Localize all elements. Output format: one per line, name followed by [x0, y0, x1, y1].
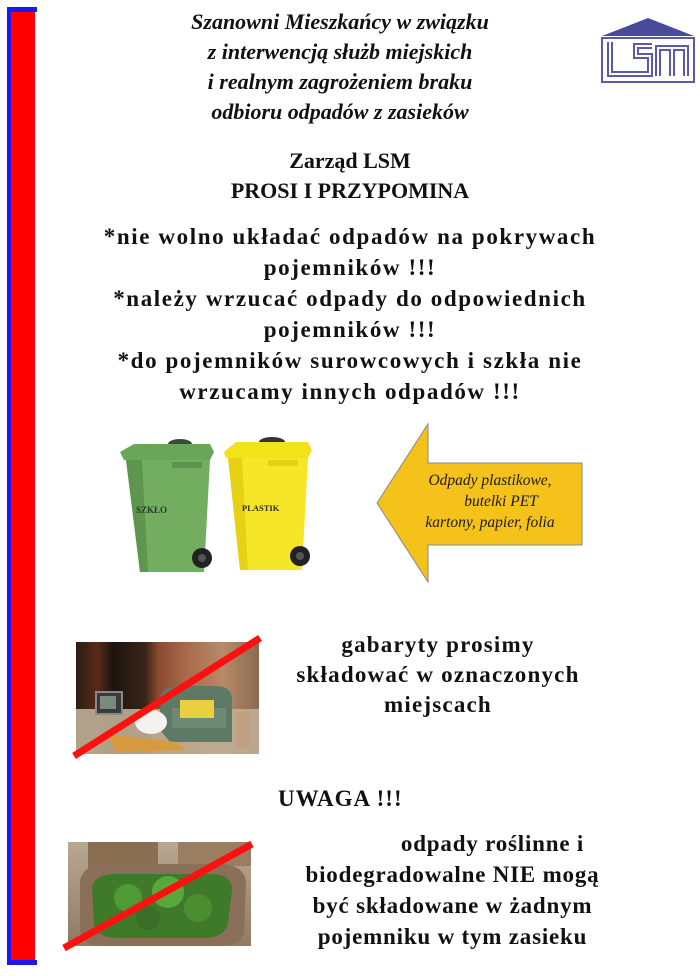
arrow-line: butelki PET: [464, 493, 538, 510]
yellow-bin-icon: [224, 437, 312, 570]
rules-list: [60, 221, 640, 407]
header-line: i realnym zagrożeniem braku: [207, 69, 473, 94]
rule-line: *należy wrzucać odpady do odpowiednich: [113, 286, 587, 311]
bio-line: biodegradowalne NIE mogą: [305, 862, 600, 887]
bulky-waste-text: [258, 630, 618, 720]
svg-text:SZKŁO: SZKŁO: [136, 505, 168, 515]
arrow-line: Odpady plastikowe,: [428, 472, 552, 489]
sidebar-cap-bottom: [7, 960, 37, 965]
sidebar-cap-top: [7, 7, 37, 12]
warning-label: UWAGA !!!: [278, 786, 403, 811]
strike-line-icon: [60, 628, 275, 768]
arrow-line: kartony, papier, folia: [425, 514, 555, 531]
bio-line: być składowane w żadnym: [312, 893, 593, 918]
waste-bins-image: [112, 432, 322, 582]
bulky-line: składować w oznaczonych: [296, 662, 580, 687]
title-line-2: PROSI I PRZYPOMINA: [230, 178, 470, 203]
bio-line: pojemniku w tym zasieku: [317, 924, 588, 949]
bio-waste-text: [270, 828, 635, 952]
rule-line: pojemników !!!: [263, 317, 437, 342]
bulky-line: miejscach: [384, 692, 492, 717]
header-text: [120, 7, 560, 127]
green-bin-icon: [120, 439, 214, 572]
header-line: z interwencją służb miejskich: [207, 39, 473, 64]
rule-line: *do pojemników surowcowych i szkła nie: [117, 348, 583, 373]
sidebar-bar-red: [11, 12, 35, 960]
house-roof-logo-icon: [600, 16, 696, 84]
header-line: odbioru odpadów z zasieków: [211, 99, 469, 124]
rule-line: wrzucamy innych odpadów !!!: [179, 379, 521, 404]
strike-line-icon: [52, 834, 267, 958]
header-line: Szanowni Mieszkańcy w związku: [191, 9, 489, 34]
title-line-1: Zarząd LSM: [289, 148, 411, 173]
page-title: [60, 146, 640, 206]
arrow-callout-text: [395, 470, 585, 533]
bio-line: odpady roślinne i: [400, 831, 585, 856]
svg-text:PLASTIK: PLASTIK: [242, 503, 280, 513]
bulky-line: gabaryty prosimy: [341, 632, 535, 657]
lsm-logo: [600, 16, 696, 84]
rule-line: *nie wolno układać odpadów na pokrywach: [103, 224, 597, 249]
rule-line: pojemników !!!: [263, 255, 437, 280]
